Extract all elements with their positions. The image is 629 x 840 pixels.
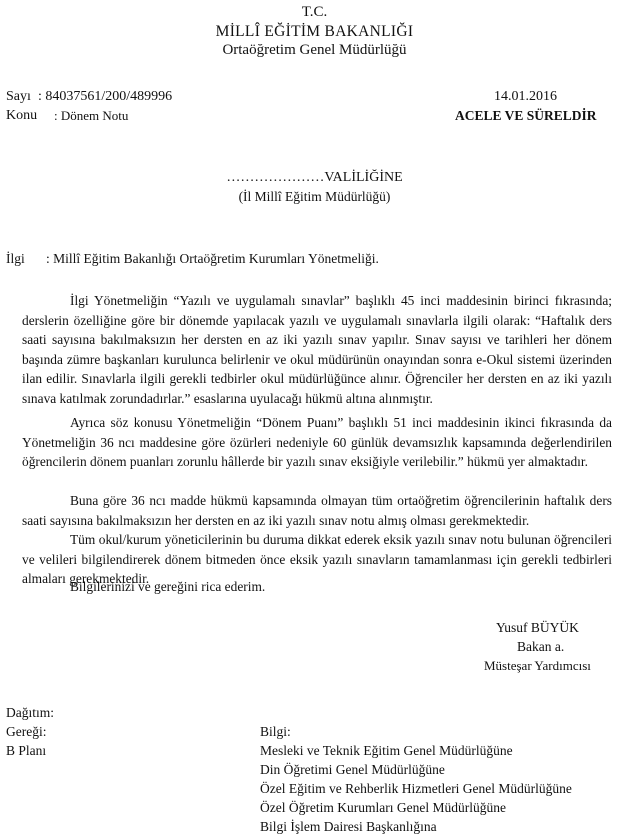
bilgi-item: Özel Öğretim Kurumları Genel Müdürlüğüne	[260, 800, 506, 815]
body-paragraph-3: Buna göre 36 ncı madde hükmü kapsamında olmayan tüm ortaöğretim öğrencilerinin haftalık ders saati sayısına bakılmaksızın her dersten en az iki yazılı sınav notu almış olması gerekmektedir.	[22, 493, 612, 528]
bilgi-item: Özel Eğitim ve Rehberlik Hizmetleri Genel Müdürlüğüne	[260, 781, 572, 796]
body-paragraph-4: Tüm okul/kurum yöneticilerinin bu duruma dikkat ederek eksik yazılı sınav notu bulunan öğrencileri ve velileri bilgilendirerek dönem bitmeden önce eksik yazılı sınavların tamamlanması için gerekli tedbirleri almaları gerekmektedir.	[22, 532, 612, 587]
signatory-title-1: Bakan a.	[517, 639, 565, 654]
header-tc: T.C.	[301, 4, 328, 20]
ilgi-label: İlgi	[6, 251, 25, 266]
signatory-name: Yusuf BÜYÜK	[496, 620, 579, 635]
document-date: 14.01.2016	[494, 89, 557, 104]
header-ministry: MİLLÎ EĞİTİM BAKANLIĞI	[215, 23, 414, 40]
body-paragraph-1: İlgi Yönetmeliğin “Yazılı ve uygulamalı sınavlar” başlıklı 45 inci maddesinin birinci fıkrasında; derslerin özelliğine göre bir dönemde yapılacak yazılı ve uygulamalı sınavlarla ilgili olarak: “Haftalık ders saati sayısına bakılmaksızın her dersten en az iki yazılı sınav yapılır. Sınav sayısı ve tarihleri her dönem başında zümre başkanları kurulunca belirlenir ve okul müdürünün onayından sonra e-Okul sistemi üzerinden ilan edilir. Sınavlarla ilgili gerekli tedbirler okul müdürlüğünce alınır. Öğrenciler her dersten en az iki yazılı sınava katılmak zorundadırlar.” esaslarına uyulacağı hükmü altına alınmıştır.	[22, 293, 612, 406]
bilgi-item: Bilgi İşlem Dairesi Başkanlığına	[260, 819, 437, 834]
sayi-label: Sayı	[6, 89, 31, 104]
konu-label: Konu	[6, 108, 38, 123]
bilgi-label: Bilgi:	[260, 724, 291, 739]
sayi-value: : 84037561/200/489996	[38, 89, 173, 104]
distribution-heading: Dağıtım:	[6, 705, 54, 720]
konu-value: : Dönem Notu	[54, 108, 129, 123]
signatory-title-2: Müsteşar Yardımcısı	[484, 658, 591, 673]
body-paragraph-2: Ayrıca söz konusu Yönetmeliğin “Dönem Puanı” başlıklı 51 inci maddesinin ikinci fıkrasında da Yönetmeliğin 36 ncı maddesine göre özürleri nedeniyle 60 günlük devamsızlık kapsamında değerlendirilen öğrencilerin dönem puanları zorunlu hâllerde bir yazılı sınav eksiğiyle verilebilir.” hükmü yer almaktadır.	[22, 415, 612, 470]
header-directorate: Ortaöğretim Genel Müdürlüğü	[222, 42, 407, 58]
priority-label: ACELE VE SÜRELDİR	[455, 108, 597, 123]
gereği-label: Gereği:	[6, 724, 47, 739]
bilgi-item: Din Öğretimi Genel Müdürlüğüne	[260, 762, 445, 777]
body-paragraph-5: Bilgilerinizi ve gereğini rica ederim.	[70, 579, 266, 594]
bilgi-item: Mesleki ve Teknik Eğitim Genel Müdürlüğüne	[260, 743, 513, 758]
gereği-item: B Planı	[6, 743, 47, 758]
addressee-subtitle: (İl Millî Eğitim Müdürlüğü)	[238, 189, 391, 204]
addressee-title: …………………VALİLİĞİNE	[226, 170, 403, 185]
ilgi-text: : Millî Eğitim Bakanlığı Ortaöğretim Kurumları Yönetmeliği.	[46, 251, 379, 266]
